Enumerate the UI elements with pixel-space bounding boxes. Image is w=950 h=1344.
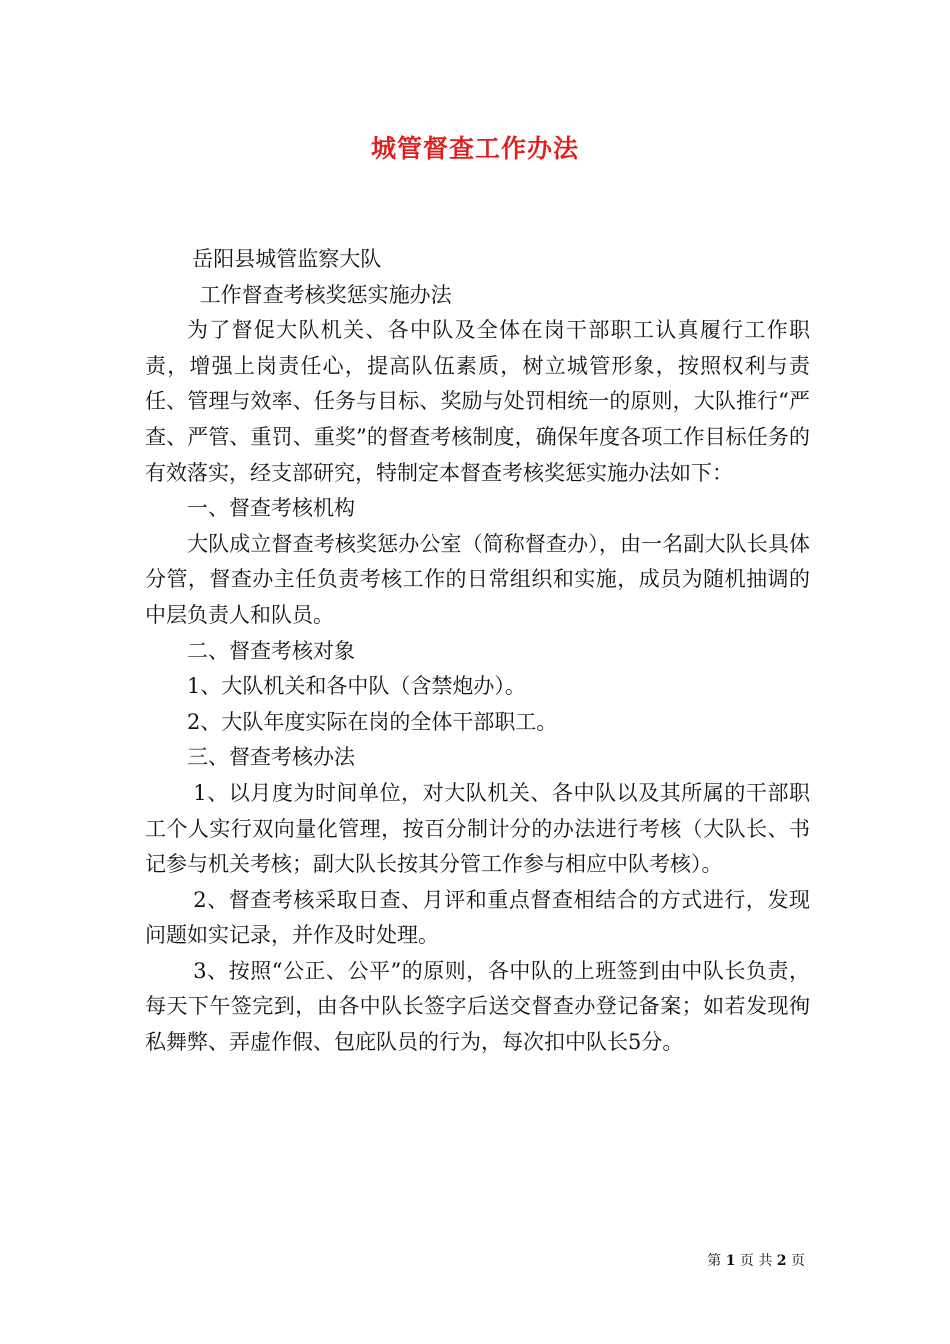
paragraph-subtitle: 工作督查考核奖惩实施办法 (199, 282, 452, 307)
list-item: 1、大队机关和各中队（含禁炮办）。 (187, 674, 526, 699)
list-item: 3、按照“公正、公平”的原则，各中队的上班签到由中队长负责，每天下午签完到，由各中队长签字后送交督查办登记备案；如若发现徇私舞弊、弄虚作假、包庇队员的行为，每次扣中队长5分。 (145, 958, 810, 1055)
page-number-middle: 页 共 (739, 1253, 773, 1269)
page-number (707, 1252, 805, 1270)
document-body (145, 242, 810, 1061)
section-heading-1: 一、督查考核机构 (187, 496, 355, 521)
total-pages: 2 (776, 1253, 787, 1269)
paragraph-section-1: 大队成立督查考核奖惩办公室（简称督查办），由一名副大队长具体分管，督查办主任负责考核工作的日常组织和实施，成员为随机抽调的中层负责人和队员。 (145, 531, 810, 627)
paragraph-organization: 岳阳县城管监察大队 (192, 247, 382, 271)
current-page: 1 (725, 1253, 736, 1269)
list-item: 2、督查考核采取日查、月评和重点督查相结合的方式进行，发现问题如实记录，并作及时处理。 (145, 887, 810, 948)
page-number-suffix: 页 (791, 1253, 805, 1269)
page-number-prefix: 第 (707, 1253, 722, 1269)
list-item: 1、以月度为时间单位，对大队机关、各中队以及其所属的干部职工个人实行双向量化管理，按百分制计分的办法进行考核（大队长、书记参与机关考核；副大队长按其分管工作参与相应中队考核）。 (145, 780, 810, 877)
section-heading-3: 三、督查考核办法 (187, 745, 355, 770)
document-title: 城管督查工作办法 (370, 134, 579, 163)
section-heading-2: 二、督查考核对象 (187, 638, 355, 663)
list-item: 2、大队年度实际在岗的全体干部职工。 (187, 709, 558, 734)
paragraph-intro: 为了督促大队机关、各中队及全体在岗干部职工认真履行工作职责，增强上岗责任心，提高队伍素质，树立城管形象，按照权利与责任、管理与效率、任务与目标、奖励与处罚相统一的原则，大队推行“严查、严管、重罚、重奖”的督查考核制度，确保年度各项工作目标任务的有效落实，经支部研究，特制定本督查考核奖惩实施办法如下： (145, 318, 810, 485)
